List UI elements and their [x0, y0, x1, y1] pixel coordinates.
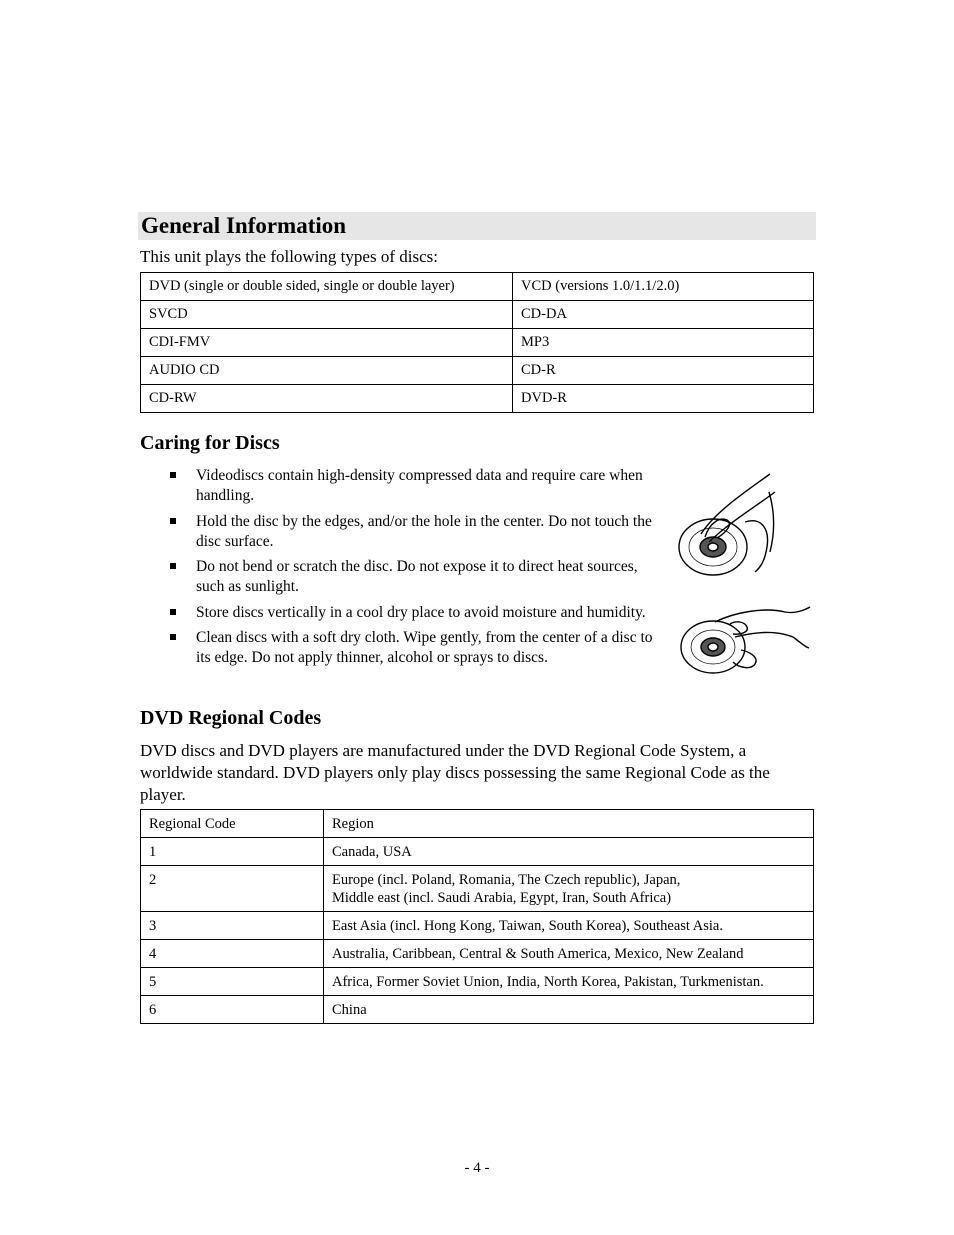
- table-cell: 5: [141, 968, 324, 996]
- table-cell: AUDIO CD: [141, 357, 513, 385]
- table-row: [141, 912, 814, 940]
- table-row: [141, 273, 814, 301]
- caring-list: [168, 466, 668, 674]
- section-title: General Information: [138, 212, 816, 240]
- caring-heading: Caring for Discs: [140, 432, 280, 454]
- hand-wiping-disc-icon: [681, 607, 810, 673]
- table-cell: CDI-FMV: [141, 329, 513, 357]
- list-item: Hold the disc by the edges, and/or the hole in the center. Do not touch the disc surface.: [168, 512, 668, 552]
- table-cell: East Asia (incl. Hong Kong, Taiwan, South Korea), Southeast Asia.: [324, 912, 814, 940]
- table-header-row: [141, 810, 814, 838]
- table-row: [141, 301, 814, 329]
- table-cell: 3: [141, 912, 324, 940]
- hand-holding-disc-icon: [679, 474, 775, 575]
- regional-paragraph: DVD discs and DVD players are manufactured under the DVD Regional Code System, a worldwide standard. DVD players only play discs possessing the same Regional Code as the player.: [140, 741, 770, 804]
- list-item: Store discs vertically in a cool dry place to avoid moisture and humidity.: [168, 603, 668, 623]
- table-row: [141, 357, 814, 385]
- table-cell: SVCD: [141, 301, 513, 329]
- table-cell: VCD (versions 1.0/1.1/2.0): [513, 273, 814, 301]
- list-item: Clean discs with a soft dry cloth. Wipe gently, from the center of a disc to its edge. Do not apply thinner, alcohol or sprays to discs.: [168, 628, 668, 668]
- table-cell: DVD-R: [513, 385, 814, 413]
- table-cell: Canada, USA: [324, 838, 814, 866]
- list-item: Do not bend or scratch the disc. Do not expose it to direct heat sources, such as sunlight.: [168, 557, 668, 597]
- table-row: [141, 838, 814, 866]
- column-header: Regional Code: [141, 810, 324, 838]
- table-cell: 4: [141, 940, 324, 968]
- column-header: Region: [324, 810, 814, 838]
- table-row: [141, 968, 814, 996]
- regional-heading: DVD Regional Codes: [140, 707, 322, 729]
- table-cell: CD-DA: [513, 301, 814, 329]
- table-cell: Europe (incl. Poland, Romania, The Czech republic), Japan, Middle east (incl. Saudi Arabia, Egypt, Iran, South Africa): [324, 866, 814, 912]
- table-cell: Australia, Caribbean, Central & South America, Mexico, New Zealand: [324, 940, 814, 968]
- table-row: [141, 996, 814, 1024]
- page-number: - 4 -: [464, 1160, 490, 1176]
- intro-text: This unit plays the following types of discs:: [140, 247, 438, 266]
- table-row: [141, 866, 814, 912]
- table-cell: China: [324, 996, 814, 1024]
- table-cell: CD-R: [513, 357, 814, 385]
- table-cell: 2: [141, 866, 324, 912]
- disc-types-table: [140, 272, 814, 413]
- table-cell: Africa, Former Soviet Union, India, North Korea, Pakistan, Turkmenistan.: [324, 968, 814, 996]
- regional-codes-table: [140, 809, 814, 1024]
- disc-handling-illustration: [675, 472, 815, 687]
- table-row: [141, 329, 814, 357]
- table-cell: MP3: [513, 329, 814, 357]
- table-cell: DVD (single or double sided, single or double layer): [141, 273, 513, 301]
- table-cell: 1: [141, 838, 324, 866]
- table-row: [141, 385, 814, 413]
- table-cell: CD-RW: [141, 385, 513, 413]
- list-item: Videodiscs contain high-density compressed data and require care when handling.: [168, 466, 668, 506]
- table-cell: 6: [141, 996, 324, 1024]
- table-row: [141, 940, 814, 968]
